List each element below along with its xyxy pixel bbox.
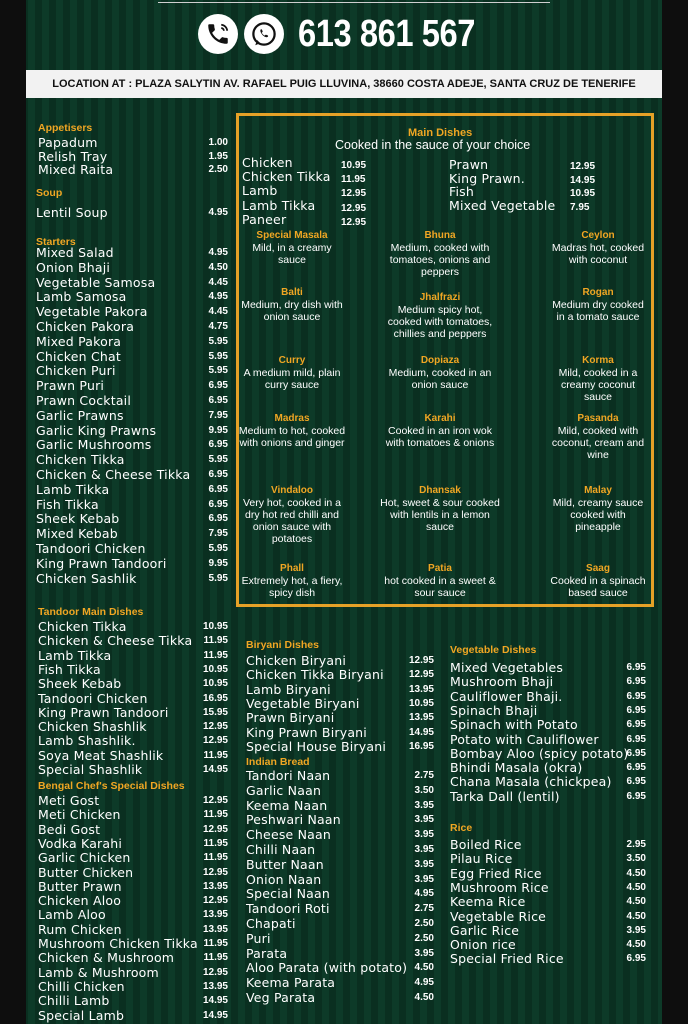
curry-description: Medium, cooked in an onion sauce — [388, 367, 492, 391]
curry-title: Madras — [274, 413, 310, 424]
rice-item[interactable]: Keema Rice — [450, 894, 526, 910]
bengal-price: 11.95 — [203, 809, 228, 821]
bengal-item[interactable]: Mushroom Chicken Tikka — [38, 936, 198, 951]
bengal-item[interactable]: Chicken Aloo — [38, 893, 122, 909]
starters-item[interactable]: Chicken Sashlik — [36, 570, 137, 586]
starters-price: 6.95 — [208, 395, 228, 406]
vegetable-title: Vegetable Dishes — [450, 644, 537, 656]
curry-title: Rogan — [582, 287, 614, 298]
main-dish-item[interactable]: Lamb Tikka — [242, 197, 316, 213]
bread-item[interactable]: Onion Naan — [246, 871, 322, 887]
vegetable-item[interactable]: Spinach Bhaji — [450, 702, 538, 718]
tandoori-item[interactable]: Chicken & Cheese Tikka — [38, 633, 193, 649]
bread-price: 2.50 — [414, 918, 434, 929]
rice-price: 3.50 — [626, 853, 646, 865]
starters-price: 6.95 — [208, 483, 228, 495]
bengal-item[interactable]: Bedi Gost — [38, 821, 101, 837]
phone-contact[interactable] — [198, 10, 504, 58]
bread-price: 2.75 — [414, 770, 434, 781]
rice-price: 4.50 — [626, 896, 646, 908]
curry-description: Medium, cooked with tomatoes, onions and peppers — [389, 242, 491, 278]
starters-price: 7.95 — [208, 528, 228, 540]
curry-title: Pasanda — [577, 413, 619, 424]
tandoori-item[interactable]: Chicken Shashlik — [38, 719, 147, 735]
curry-description: Cooked in an iron wok with tomatoes & onions — [385, 425, 495, 449]
rice-item[interactable]: Boiled Rice — [450, 837, 522, 852]
curry-description: Mild, creamy sauce cooked with pineapple — [552, 497, 644, 533]
starters-item[interactable]: Garlic Prawns — [36, 407, 124, 423]
tandoori-item[interactable]: Lamb Tikka — [38, 647, 112, 663]
bread-item[interactable]: Tandori Naan — [246, 768, 331, 783]
tandoori-item[interactable]: Tandoori Chicken — [38, 690, 148, 706]
vegetable-price: 6.95 — [626, 790, 646, 802]
main-dish-price: 14.95 — [570, 174, 596, 186]
bengal-price: 11.95 — [203, 938, 228, 949]
curry-description: Medium, dry dish with onion sauce — [241, 299, 343, 323]
curry-title: Jhalfrazi — [419, 292, 461, 303]
phone-number[interactable]: 613 861 567 — [298, 12, 476, 55]
rice-price: 2.95 — [626, 839, 646, 850]
tandoori-price: 10.95 — [202, 678, 228, 690]
bengal-price: 14.95 — [202, 1009, 228, 1021]
tandoori-item[interactable]: Special Shashlik — [38, 762, 143, 777]
curry-title: Karahi — [424, 413, 456, 424]
bengal-price: 11.95 — [203, 852, 228, 864]
main-dish-item[interactable]: Prawn — [449, 157, 489, 172]
bengal-title: Bengal Chef's Special Dishes — [38, 780, 185, 792]
starters-item[interactable]: Chicken Tikka — [36, 452, 125, 468]
bengal-item[interactable]: Garlic Chicken — [38, 850, 131, 866]
main-dish-item[interactable]: King Prawn. — [449, 170, 525, 186]
starters-price: 4.45 — [208, 306, 228, 318]
rice-price: 4.50 — [626, 881, 646, 893]
starters-price: 6.95 — [208, 380, 228, 392]
starters-item[interactable]: Prawn Cocktail — [36, 393, 132, 408]
tandoori-price: 12.95 — [202, 735, 228, 747]
vegetable-price: 6.95 — [626, 704, 646, 716]
tandoori-item[interactable]: Fish Tikka — [38, 661, 101, 677]
bread-item[interactable]: Special Naan — [246, 886, 331, 902]
soup-price: 4.95 — [208, 207, 228, 218]
vegetable-item[interactable]: Chana Masala (chickpea) — [450, 774, 612, 790]
soup-item[interactable]: Lentil Soup — [36, 205, 108, 220]
starters-item[interactable]: Tandoori Chicken — [36, 541, 146, 556]
bengal-price: 13.95 — [202, 923, 228, 935]
bread-price: 4.50 — [414, 992, 434, 1003]
rice-price: 4.50 — [626, 910, 646, 922]
left-border — [0, 0, 26, 1024]
starters-price: 4.50 — [208, 261, 228, 273]
starters-item[interactable]: Prawn Puri — [36, 378, 105, 394]
bengal-price: 12.95 — [202, 866, 228, 878]
bengal-price: 12.95 — [202, 966, 228, 978]
vegetable-price: 6.95 — [626, 733, 646, 745]
appetisers-title: Appetisers — [38, 122, 93, 134]
vegetable-price: 6.95 — [626, 676, 646, 688]
bengal-item[interactable]: Chilli Chicken — [38, 978, 125, 994]
location-text: LOCATION AT : PLAZA SALYTIN AV. RAFAEL PUIG LLUVINA, 38660 COSTA ADEJE, SANTA CRUZ DE TENERIFE — [52, 78, 636, 90]
vegetable-item[interactable]: Spinach with Potato — [450, 717, 578, 733]
starters-item[interactable]: Fish Tikka — [36, 496, 99, 512]
main-dishes-title: Main Dishes — [408, 127, 473, 139]
main-dishes-subtitle: Cooked in the sauce of your choice — [335, 138, 531, 152]
biryani-price: 10.95 — [408, 697, 434, 709]
main-dish-price: 11.95 — [341, 174, 366, 186]
rice-item[interactable]: Mushroom Rice — [450, 879, 549, 895]
main-dish-item[interactable]: Mixed Vegetable — [449, 198, 556, 214]
starters-price: 9.95 — [208, 557, 228, 569]
vegetable-item[interactable]: Mixed Vegetables — [450, 660, 564, 675]
main-dish-item[interactable]: Chicken — [242, 155, 293, 170]
starters-price: 5.95 — [208, 350, 228, 362]
bread-price: 2.50 — [414, 932, 434, 944]
bengal-item[interactable]: Meti Chicken — [38, 807, 121, 823]
vegetable-price: 6.95 — [626, 690, 646, 702]
main-dish-item[interactable]: Lamb — [242, 183, 278, 199]
tandoori-item[interactable]: King Prawn Tandoori — [38, 704, 169, 720]
curry-title: Phall — [280, 563, 304, 574]
biryani-price: 12.95 — [408, 669, 434, 681]
bengal-item[interactable]: Chilli Lamb — [38, 993, 110, 1009]
curry-description: Very hot, cooked in a dry hot red chilli and onion sauce with potatoes — [242, 497, 342, 545]
bread-price: 3.95 — [414, 858, 434, 870]
biryani-item[interactable]: Chicken Biryani — [246, 653, 347, 668]
vegetable-price: 6.95 — [626, 762, 646, 774]
vegetable-item[interactable]: Tarka Dall (lentil) — [450, 788, 560, 804]
starters-item[interactable]: Mixed Salad — [36, 245, 114, 260]
bengal-price: 13.95 — [202, 909, 228, 921]
starters-price: 4.95 — [208, 247, 228, 258]
curry-title: Malay — [584, 485, 612, 496]
rice-price: 6.95 — [626, 953, 646, 965]
biryani-title: Biryani Dishes — [246, 639, 319, 651]
right-border — [662, 0, 688, 1024]
bengal-item[interactable]: Vodka Karahi — [38, 835, 123, 851]
starters-price: 7.95 — [208, 409, 228, 421]
top-divider — [158, 2, 550, 3]
curry-description: Extremely hot, a fiery, spicy dish — [241, 575, 343, 599]
tandoori-price: 16.95 — [202, 692, 228, 704]
bread-item[interactable]: Keema Naan — [246, 797, 328, 813]
starters-item[interactable]: Sheek Kebab — [36, 511, 120, 527]
starters-price: 6.95 — [208, 439, 228, 451]
vegetable-price: 6.95 — [626, 747, 646, 759]
curry-description: Medium spicy hot, cooked with tomatoes, chillies and peppers — [387, 304, 493, 340]
curry-title: Korma — [582, 355, 614, 366]
bengal-item[interactable]: Butter Prawn — [38, 878, 122, 894]
starters-price: 5.95 — [208, 572, 228, 584]
biryani-item[interactable]: Special House Biryani — [246, 738, 386, 754]
bread-item[interactable]: Chapati — [246, 916, 296, 931]
main-dish-item[interactable]: Fish — [449, 184, 474, 200]
vegetable-item[interactable]: Mushroom Bhaji — [450, 674, 554, 690]
tandoori-item[interactable]: Sheek Kebab — [38, 676, 122, 692]
bengal-item[interactable]: Rum Chicken — [38, 921, 122, 937]
curry-title: Vindaloo — [270, 485, 314, 496]
vegetable-item[interactable]: Bhindi Masala (okra) — [450, 760, 583, 776]
starters-price: 4.45 — [208, 276, 228, 288]
starters-item[interactable]: Chicken Pakora — [36, 319, 135, 334]
starters-price: 6.95 — [208, 469, 228, 480]
starters-item[interactable]: Onion Bhaji — [36, 259, 111, 275]
bread-item[interactable]: Peshwari Naan — [246, 812, 341, 828]
starters-item[interactable]: Mixed Pakora — [36, 333, 122, 349]
starters-price: 4.95 — [208, 291, 228, 303]
rice-price: 3.95 — [626, 924, 646, 936]
vegetable-item[interactable]: Cauliflower Bhaji. — [450, 688, 563, 704]
vegetable-price: 6.95 — [626, 776, 646, 788]
bread-price: 4.50 — [414, 962, 434, 974]
bread-item[interactable]: Tandoori Roti — [246, 901, 330, 917]
bread-price: 3.95 — [414, 873, 434, 885]
starters-price: 4.75 — [208, 321, 228, 332]
curry-title: Dopiaza — [420, 355, 460, 366]
bread-item[interactable]: Keema Parata — [246, 975, 336, 991]
curry-title: Dhansak — [419, 485, 461, 496]
curry-description: Medium to hot, cooked with onions and ginger — [238, 425, 346, 449]
curry-description: Mild, in a creamy sauce — [252, 242, 332, 266]
curry-description: Madras hot, cooked with coconut — [551, 242, 645, 266]
rice-item[interactable]: Egg Fried Rice — [450, 865, 542, 881]
bread-price: 3.95 — [414, 947, 434, 959]
tandoori-price: 15.95 — [202, 706, 228, 718]
whatsapp-icon — [244, 14, 284, 54]
rice-item[interactable]: Onion rice — [450, 937, 516, 953]
tandoori-price: 11.95 — [203, 749, 228, 761]
bread-title: Indian Bread — [246, 756, 310, 768]
bengal-item[interactable]: Meti Gost — [38, 793, 100, 808]
bengal-item[interactable]: Chicken & Mushroom — [38, 950, 175, 966]
appetisers-price: 1.95 — [208, 150, 228, 162]
rice-item[interactable]: Garlic Rice — [450, 922, 520, 938]
starters-price: 5.95 — [208, 365, 228, 377]
appetisers-price: 1.00 — [208, 137, 228, 148]
bengal-price: 13.95 — [202, 880, 228, 892]
biryani-item[interactable]: Prawn Biryani — [246, 710, 335, 726]
rice-price: 4.50 — [626, 939, 646, 951]
main-dish-price: 10.95 — [570, 188, 596, 200]
bread-item[interactable]: Garlic Naan — [246, 782, 322, 798]
rice-price: 4.50 — [626, 867, 646, 879]
biryani-price: 13.95 — [408, 683, 434, 695]
starters-item[interactable]: Chicken Chat — [36, 348, 121, 364]
curry-title: Bhuna — [424, 230, 456, 241]
starters-price: 6.95 — [208, 513, 228, 525]
bread-item[interactable]: Aloo Parata (with potato) — [246, 960, 408, 976]
starters-item[interactable]: Vegetable Pakora — [36, 304, 148, 320]
bread-price: 3.95 — [414, 799, 434, 811]
main-dish-price: 10.95 — [341, 160, 367, 171]
rice-item[interactable]: Pilau Rice — [450, 851, 513, 867]
starters-item[interactable]: Chicken Puri — [36, 363, 116, 379]
tandoori-price: 10.95 — [202, 663, 228, 675]
appetisers-item[interactable]: Relish Tray — [38, 148, 108, 164]
curry-description: Cooked in a spinach based sauce — [550, 575, 646, 599]
biryani-item[interactable]: Chicken Tikka Biryani — [246, 667, 384, 683]
main-dish-price: 12.95 — [570, 161, 596, 172]
starters-item[interactable]: Chicken & Cheese Tikka — [36, 467, 191, 482]
starters-item[interactable]: Garlic Mushrooms — [36, 437, 152, 453]
bread-price: 3.95 — [414, 829, 434, 841]
main-dish-item[interactable]: Chicken Tikka — [242, 169, 331, 185]
rice-item[interactable]: Special Fried Rice — [450, 951, 564, 967]
curry-title: Curry — [278, 355, 306, 366]
bread-item[interactable]: Cheese Naan — [246, 827, 332, 843]
bread-price: 3.95 — [414, 814, 434, 826]
bengal-price: 11.95 — [203, 837, 228, 849]
bread-price: 2.75 — [414, 903, 434, 915]
vegetable-item[interactable]: Bombay Aloo (spicy potato) — [450, 745, 629, 761]
bread-item[interactable]: Puri — [246, 930, 271, 946]
main-dish-price: 7.95 — [570, 202, 590, 214]
soup-title: Soup — [36, 187, 63, 199]
starters-item[interactable]: Vegetable Samosa — [36, 274, 156, 290]
curry-title: Ceylon — [581, 230, 615, 241]
tandoori-price: 11.95 — [203, 635, 228, 647]
tandoori-price: 11.95 — [203, 649, 228, 661]
starters-item[interactable]: Lamb Samosa — [36, 289, 127, 305]
bread-price: 4.95 — [414, 977, 434, 989]
starters-item[interactable]: Lamb Tikka — [36, 481, 110, 497]
vegetable-price: 6.95 — [626, 719, 646, 731]
bengal-item[interactable]: Special Lamb — [38, 1007, 125, 1023]
starters-price: 5.95 — [208, 543, 228, 554]
curry-description: A medium mild, plain curry sauce — [243, 367, 341, 391]
curry-title: Patia — [428, 563, 452, 574]
curry-description: Hot, sweet & sour cooked with lentils in a lemon sauce — [380, 497, 500, 533]
bengal-price: 12.95 — [202, 895, 228, 907]
phone-icon — [198, 14, 238, 54]
main-dish-item[interactable]: Paneer — [242, 211, 287, 227]
bengal-price: 12.95 — [202, 795, 228, 806]
starters-price: 5.95 — [208, 454, 228, 466]
biryani-price: 14.95 — [408, 726, 434, 738]
vegetable-item[interactable]: Potato with Cauliflower — [450, 731, 599, 747]
bread-price: 3.95 — [414, 844, 434, 855]
tandoori-price: 12.95 — [202, 721, 228, 733]
tandoori-item[interactable]: Chicken Tikka — [38, 619, 127, 634]
starters-item[interactable]: Garlic King Prawns — [36, 422, 157, 438]
biryani-item[interactable]: Vegetable Biryani — [246, 695, 360, 711]
bread-item[interactable]: Veg Parata — [246, 990, 316, 1005]
bread-item[interactable]: Chilli Naan — [246, 842, 316, 857]
main-dish-price: 12.95 — [341, 202, 367, 214]
curry-description: hot cooked in a sweet & sour sauce — [384, 575, 496, 599]
starters-price: 9.95 — [208, 424, 228, 436]
appetisers-item[interactable]: Papadum — [38, 135, 98, 150]
bread-price: 4.95 — [414, 888, 434, 900]
rice-title: Rice — [450, 822, 473, 834]
bread-price: 3.50 — [414, 784, 434, 796]
tandoori-title: Tandoor Main Dishes — [38, 606, 144, 618]
bengal-item[interactable]: Butter Chicken — [38, 864, 134, 880]
vegetable-price: 6.95 — [626, 662, 646, 673]
bengal-price: 12.95 — [202, 823, 228, 835]
biryani-item[interactable]: Lamb Biryani — [246, 681, 331, 697]
starters-price: 5.95 — [208, 335, 228, 347]
bengal-price: 13.95 — [202, 980, 228, 992]
tandoori-price: 14.95 — [202, 764, 228, 775]
starters-price: 6.95 — [208, 498, 228, 510]
curry-title: Special Masala — [256, 230, 328, 241]
curry-description: Medium dry cooked in a tomato sauce — [552, 299, 644, 323]
biryani-price: 12.95 — [408, 655, 434, 666]
bread-item[interactable]: Butter Naan — [246, 856, 324, 872]
starters-title: Starters — [36, 236, 76, 248]
bengal-item[interactable]: Lamb & Mushroom — [38, 964, 159, 980]
bengal-price: 14.95 — [202, 995, 228, 1007]
bengal-price: 11.95 — [203, 952, 228, 964]
biryani-item[interactable]: King Prawn Biryani — [246, 724, 367, 740]
bengal-item[interactable]: Lamb Aloo — [38, 907, 106, 923]
curry-title: Saag — [586, 563, 610, 574]
main-dish-price: 12.95 — [341, 188, 367, 200]
appetisers-item[interactable]: Mixed Raita — [38, 162, 114, 177]
bread-item[interactable]: Parata — [246, 945, 288, 961]
main-dish-price: 12.95 — [341, 216, 367, 228]
starters-item[interactable]: King Prawn Tandoori — [36, 555, 167, 571]
tandoori-item[interactable]: Lamb Shashlik. — [38, 733, 136, 749]
rice-item[interactable]: Vegetable Rice — [450, 908, 547, 924]
biryani-price: 13.95 — [408, 712, 434, 724]
location-bar — [26, 70, 662, 98]
curry-description: Mild, cooked with coconut, cream and wine — [551, 425, 645, 461]
appetisers-price: 2.50 — [208, 164, 228, 175]
starters-item[interactable]: Mixed Kebab — [36, 526, 118, 542]
curry-description: Mild, cooked in a creamy coconut sauce — [558, 367, 638, 403]
tandoori-item[interactable]: Soya Meat Shashlik — [38, 747, 164, 763]
curry-title: Balti — [281, 287, 303, 298]
biryani-price: 16.95 — [408, 740, 434, 752]
tandoori-price: 10.95 — [202, 621, 228, 632]
